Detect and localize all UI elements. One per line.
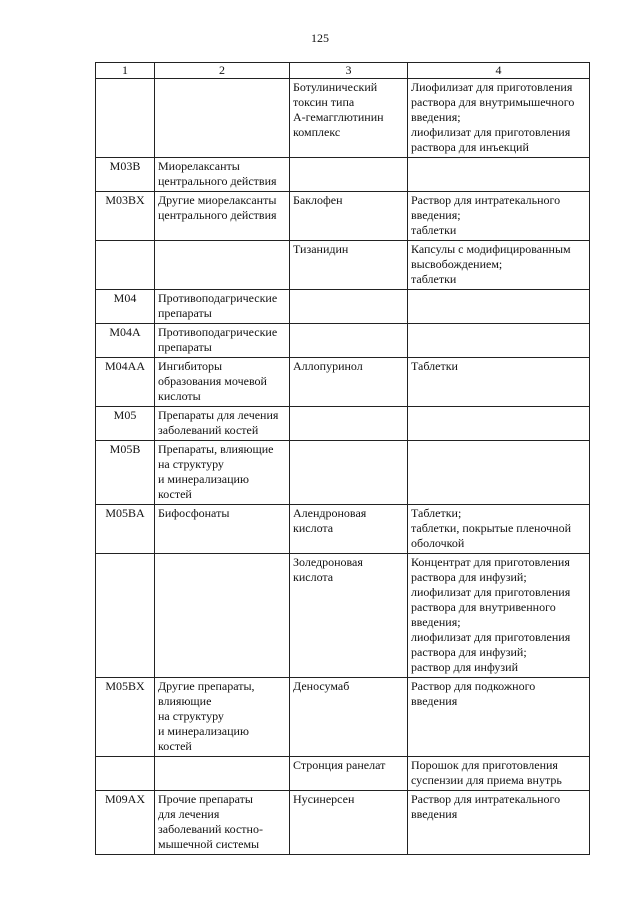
cell-text-line: Нусинерсен [293, 792, 355, 806]
group-name-cell [155, 158, 290, 192]
dosage-forms-cell [408, 192, 590, 241]
cell-text-line: кислоты [158, 389, 201, 403]
cell-text-line: Деносумаб [293, 679, 350, 693]
drug-name-cell [290, 757, 408, 791]
table-row [96, 290, 590, 324]
table-row [96, 441, 590, 505]
cell-text-line: на структуру [158, 457, 224, 471]
header-cell-2: 2 [155, 63, 290, 79]
drug-name-cell [290, 192, 408, 241]
drug-name-cell [290, 407, 408, 441]
group-name-cell [155, 757, 290, 791]
cell-text-line: Раствор для подкожного [411, 679, 536, 693]
cell-text-line: Другие миорелаксанты [158, 193, 277, 207]
dosage-forms-cell [408, 290, 590, 324]
cell-text-line: введения; [411, 615, 461, 629]
drug-name-cell [290, 324, 408, 358]
group-name-cell [155, 678, 290, 757]
cell-text-line: раствора для инъекций [411, 140, 529, 154]
cell-text-line: Прочие препараты [158, 792, 253, 806]
drug-name-cell [290, 158, 408, 192]
cell-text-line: Баклофен [293, 193, 343, 207]
cell-text-line: и минерализацию [158, 724, 249, 738]
group-name-cell [155, 554, 290, 678]
atc-code-cell [96, 757, 155, 791]
atc-code-cell: M05 [96, 407, 155, 441]
cell-text-line: таблетки, покрытые пленочной [411, 521, 572, 535]
cell-text-line: высвобождением; [411, 257, 503, 271]
cell-text-line: введения [411, 807, 458, 821]
group-name-cell [155, 505, 290, 554]
cell-text-line: Другие препараты, [158, 679, 255, 693]
table-row [96, 407, 590, 441]
drug-name-cell [290, 505, 408, 554]
header-cell-3: 3 [290, 63, 408, 79]
dosage-forms-cell [408, 324, 590, 358]
drug-name-cell [290, 358, 408, 407]
cell-text-line: комплекс [293, 125, 341, 139]
cell-text-line: лиофилизат для приготовления [411, 125, 571, 139]
cell-text-line: таблетки [411, 272, 457, 286]
cell-text-line: введения; [411, 110, 461, 124]
cell-text-line: кислота [293, 521, 334, 535]
cell-text-line: лиофилизат для приготовления [411, 585, 571, 599]
cell-text-line: Концентрат для приготовления [411, 555, 570, 569]
atc-code-cell: M09AX [96, 791, 155, 855]
cell-text-line: Миорелаксанты [158, 159, 240, 173]
cell-text-line: Бифосфонаты [158, 506, 230, 520]
cell-text-line: мышечной системы [158, 837, 260, 851]
cell-text-line: и минерализацию [158, 472, 249, 486]
dosage-forms-cell [408, 791, 590, 855]
table-row [96, 678, 590, 757]
cell-text-line: раствора для инфузий; [411, 645, 527, 659]
table-row [96, 79, 590, 158]
dosage-forms-cell [408, 358, 590, 407]
page-number: 125 [311, 31, 329, 45]
dosage-forms-cell [408, 757, 590, 791]
table-row [96, 158, 590, 192]
group-name-cell [155, 79, 290, 158]
atc-code-cell: M04 [96, 290, 155, 324]
atc-code-cell: M04A [96, 324, 155, 358]
header-cell-4: 4 [408, 63, 590, 79]
cell-text-line: кислота [293, 570, 334, 584]
cell-text-line: костей [158, 487, 192, 501]
cell-text-line: Золедроновая [293, 555, 363, 569]
dosage-forms-cell [408, 678, 590, 757]
dosage-forms-cell [408, 407, 590, 441]
table-row [96, 791, 590, 855]
cell-text-line: Ингибиторы [158, 359, 223, 373]
cell-text-line: суспензии для приема внутрь [411, 773, 562, 787]
dosage-forms-cell [408, 158, 590, 192]
cell-text-line: влияющие [158, 694, 212, 708]
cell-text-line: Противоподагрические [158, 325, 278, 339]
group-name-cell [155, 241, 290, 290]
cell-text-line: Алендроновая [293, 506, 367, 520]
drug-name-cell [290, 678, 408, 757]
atc-code-cell: M03BX [96, 192, 155, 241]
drug-name-cell [290, 791, 408, 855]
cell-text-line: Таблетки; [411, 506, 462, 520]
group-name-cell [155, 290, 290, 324]
drug-name-cell [290, 554, 408, 678]
atc-code-cell: M05BA [96, 505, 155, 554]
cell-text-line: центрального действия [158, 208, 277, 222]
group-name-cell [155, 358, 290, 407]
cell-text-line: Капсулы с модифицированным [411, 242, 571, 256]
dosage-forms-cell [408, 554, 590, 678]
cell-text-line: на структуру [158, 709, 224, 723]
group-name-cell [155, 324, 290, 358]
cell-text-line: Тизанидин [293, 242, 349, 256]
cell-text-line: Стронция ранелат [293, 758, 386, 772]
cell-text-line: заболеваний костно- [158, 822, 263, 836]
group-name-cell [155, 192, 290, 241]
cell-text-line: Порошок для приготовления [411, 758, 558, 772]
table-body [96, 63, 590, 855]
cell-text-line: оболочкой [411, 536, 465, 550]
cell-text-line: введения [411, 694, 458, 708]
table-row [96, 554, 590, 678]
cell-text-line: Аллопуринол [293, 359, 363, 373]
table-row [96, 358, 590, 407]
dosage-forms-cell [408, 505, 590, 554]
cell-text-line: токсин типа [293, 95, 355, 109]
drug-name-cell [290, 241, 408, 290]
cell-text-line: раствора для инфузий; [411, 570, 527, 584]
cell-text-line: лиофилизат для приготовления [411, 630, 571, 644]
cell-text-line: раствор для инфузий [411, 660, 518, 674]
cell-text-line: Противоподагрические [158, 291, 278, 305]
table-row [96, 241, 590, 290]
cell-text-line: центрального действия [158, 174, 277, 188]
cell-text-line: Лиофилизат для приготовления [411, 80, 573, 94]
cell-text-line: Препараты, влияющие [158, 442, 274, 456]
cell-text-line: Таблетки [411, 359, 458, 373]
table-header-row [96, 63, 590, 79]
atc-code-cell: M03B [96, 158, 155, 192]
cell-text-line: Ботулинический [293, 80, 378, 94]
cell-text-line: заболеваний костей [158, 423, 259, 437]
cell-text-line: А-гемагглютинин [293, 110, 384, 124]
atc-code-cell [96, 79, 155, 158]
atc-code-cell: M05B [96, 441, 155, 505]
drug-name-cell [290, 79, 408, 158]
table-row [96, 757, 590, 791]
dosage-forms-cell [408, 79, 590, 158]
drug-name-cell [290, 441, 408, 505]
cell-text-line: образования мочевой [158, 374, 267, 388]
cell-text-line: Препараты для лечения [158, 408, 279, 422]
cell-text-line: таблетки [411, 223, 457, 237]
atc-code-cell [96, 554, 155, 678]
group-name-cell [155, 791, 290, 855]
cell-text-line: Раствор для интратекального [411, 193, 561, 207]
group-name-cell [155, 407, 290, 441]
atc-code-cell: M04AA [96, 358, 155, 407]
cell-text-line: костей [158, 739, 192, 753]
cell-text-line: для лечения [158, 807, 220, 821]
atc-code-cell: M05BX [96, 678, 155, 757]
table-row [96, 192, 590, 241]
cell-text-line: раствора для внутримышечного [411, 95, 575, 109]
dosage-forms-cell [408, 441, 590, 505]
drug-name-cell [290, 290, 408, 324]
table-row [96, 324, 590, 358]
dosage-forms-cell [408, 241, 590, 290]
cell-text-line: Раствор для интратекального [411, 792, 561, 806]
header-cell-1: 1 [96, 63, 155, 79]
cell-text-line: препараты [158, 340, 212, 354]
table-row [96, 505, 590, 554]
cell-text-line: введения; [411, 208, 461, 222]
cell-text-line: препараты [158, 306, 212, 320]
drug-list-table [95, 62, 590, 855]
cell-text-line: раствора для внутривенного [411, 600, 556, 614]
atc-code-cell [96, 241, 155, 290]
group-name-cell [155, 441, 290, 505]
